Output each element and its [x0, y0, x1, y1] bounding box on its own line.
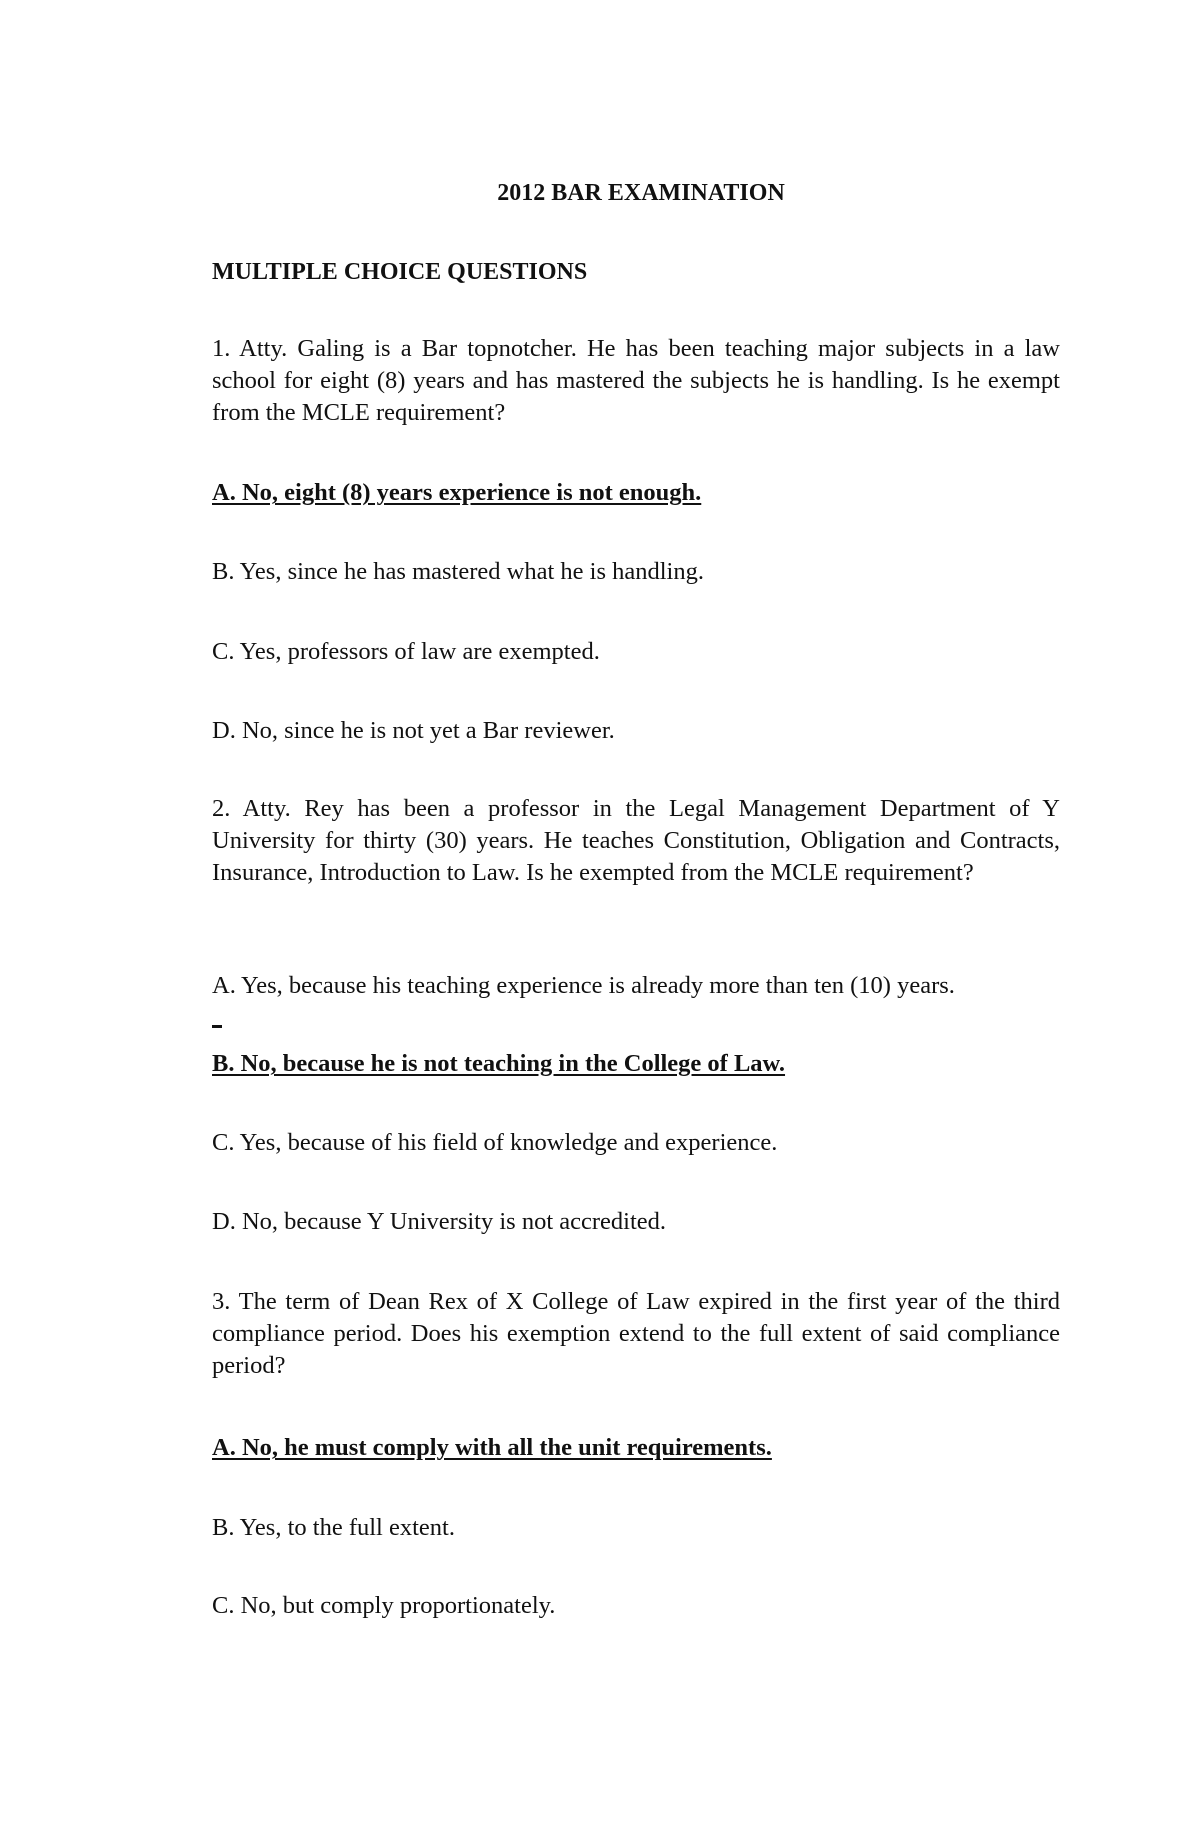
question-1-option-b: B. Yes, since he has mastered what he is handling.: [212, 558, 704, 585]
question-1-option-c: C. Yes, professors of law are exempted.: [212, 638, 600, 665]
section-heading: MULTIPLE CHOICE QUESTIONS: [212, 259, 588, 285]
question-3-text: 3. The term of Dean Rex of X College of Law expired in the first year of the third compliance period. Does his exemption extend to the full extent of said compliance period?: [212, 1288, 1060, 1379]
question-2-option-d: D. No, because Y University is not accredited.: [212, 1208, 667, 1235]
question-2-option-a: A. Yes, because his teaching experience is already more than ten (10) years.: [212, 972, 955, 999]
question-1-option-d: D. No, since he is not yet a Bar reviewer.: [212, 717, 615, 744]
question-2-option-b: B. No, because he is not teaching in the College of Law.: [212, 1050, 786, 1077]
question-2-option-c: C. Yes, because of his field of knowledge and experience.: [212, 1129, 778, 1156]
question-3-option-c: C. No, but comply proportionately.: [212, 1592, 556, 1619]
question-3-option-a: A. No, he must comply with all the unit requirements.: [212, 1434, 772, 1461]
question-3-option-b: B. Yes, to the full extent.: [212, 1514, 455, 1541]
stray-dash-mark: [212, 1025, 222, 1028]
question-1-text: 1. Atty. Galing is a Bar topnotcher. He has been teaching major subjects in a law school for eight (8) years and has mastered the subjects he is handling. Is he exempt from the MCLE requirement?: [212, 335, 1060, 426]
question-2-text: 2. Atty. Rey has been a professor in the Legal Management Department of Y University for thirty (30) years. He teaches Constitution, Obligation and Contracts, Insurance, Introduction to Law. Is he exempted from the MCLE requirement?: [212, 795, 1060, 886]
document-title: 2012 BAR EXAMINATION: [497, 180, 785, 206]
question-1-option-a: A. No, eight (8) years experience is not enough.: [212, 479, 702, 506]
